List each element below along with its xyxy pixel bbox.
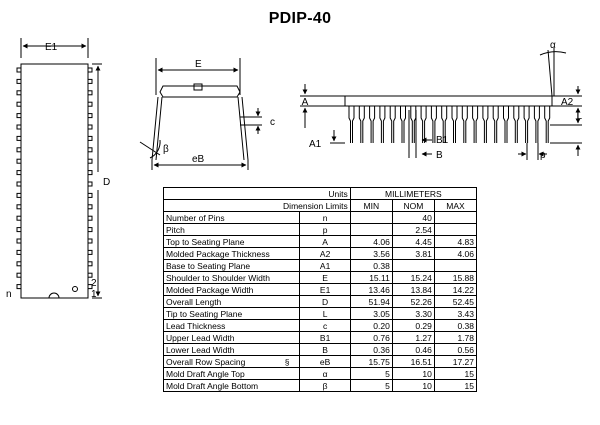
table-row	[164, 248, 477, 260]
table-header-limits	[164, 200, 477, 212]
row-label-text: Upper Lead Width	[166, 332, 235, 343]
cell-nom: 16.51	[392, 356, 434, 368]
pin-left	[17, 285, 21, 289]
row-label	[164, 344, 300, 356]
pin-right	[88, 228, 92, 232]
pin-left	[17, 159, 21, 163]
col-max: MAX	[434, 200, 476, 212]
pin-right	[88, 148, 92, 152]
cell-min: 15.75	[350, 356, 392, 368]
row-label-text: Tip to Seating Plane	[166, 308, 243, 319]
row-label-text: Molded Package Width	[166, 284, 254, 295]
label-beta: β	[163, 144, 169, 155]
cell-min: 3.56	[350, 248, 392, 260]
cell-nom: 10	[392, 380, 434, 392]
cell-nom: 0.46	[392, 344, 434, 356]
pin-left	[17, 216, 21, 220]
table-row	[164, 320, 477, 332]
table-row	[164, 296, 477, 308]
pin-left	[17, 273, 21, 277]
units-label: Units	[164, 188, 351, 200]
row-label	[164, 368, 300, 380]
cell-max: 52.45	[434, 296, 476, 308]
side-lead	[411, 106, 413, 143]
pin-left	[17, 136, 21, 140]
row-label-text: Molded Package Thickness	[166, 248, 270, 259]
row-label-text: Mold Draft Angle Top	[166, 368, 245, 379]
cell-min: 0.36	[350, 344, 392, 356]
cell-max: 17.27	[434, 356, 476, 368]
table-row	[164, 236, 477, 248]
side-lead	[401, 106, 403, 143]
cell-nom: 0.29	[392, 320, 434, 332]
side-lead	[517, 106, 519, 143]
side-lead	[394, 106, 396, 143]
row-symbol: eB	[300, 356, 350, 368]
side-lead	[404, 106, 406, 143]
label-L: L	[576, 111, 582, 122]
pin-right	[88, 262, 92, 266]
side-lead	[548, 106, 550, 143]
label-pin-2: 2	[91, 278, 97, 289]
row-symbol: α	[300, 368, 350, 380]
label-pin-n: n	[6, 289, 12, 300]
cell-nom: 2.54	[392, 224, 434, 236]
cell-min: 4.06	[350, 236, 392, 248]
cell-min	[350, 212, 392, 224]
row-symbol: A2	[300, 248, 350, 260]
side-lead	[349, 106, 351, 143]
side-lead	[452, 106, 454, 143]
cell-max: 15	[434, 368, 476, 380]
row-label-text: Overall Length	[166, 296, 222, 307]
dimension-limits-label: Dimension Limits	[164, 200, 351, 212]
cell-max: 3.43	[434, 308, 476, 320]
row-label-text: Lower Lead Width	[166, 344, 235, 355]
pin-right	[88, 273, 92, 277]
cell-max: 14.22	[434, 284, 476, 296]
side-lead	[483, 106, 485, 143]
row-label	[164, 236, 300, 248]
pin-right	[88, 125, 92, 129]
row-label-text: Lead Thickness	[166, 320, 226, 331]
side-lead	[373, 106, 375, 143]
pin-left	[17, 68, 21, 72]
cell-nom	[392, 260, 434, 272]
row-label	[164, 212, 300, 224]
label-pin-1: 1	[91, 289, 97, 300]
side-lead	[363, 106, 365, 143]
table-row	[164, 380, 477, 392]
row-label	[164, 332, 300, 344]
pin-left	[17, 193, 21, 197]
table-row	[164, 344, 477, 356]
pin-left	[17, 125, 21, 129]
table-row	[164, 356, 477, 368]
row-symbol: B1	[300, 332, 350, 344]
cell-min: 0.38	[350, 260, 392, 272]
page-title: PDIP-40	[268, 10, 332, 27]
row-label-text: Top to Seating Plane	[166, 236, 245, 247]
row-label	[164, 308, 300, 320]
cell-nom: 4.45	[392, 236, 434, 248]
side-lead	[421, 106, 423, 143]
table-row	[164, 284, 477, 296]
table-row	[164, 368, 477, 380]
side-lead	[390, 106, 392, 143]
table-row	[164, 224, 477, 236]
label-E1: E1	[45, 42, 58, 53]
table-row	[164, 272, 477, 284]
row-label-text: Pitch	[166, 224, 185, 235]
pin-left	[17, 228, 21, 232]
side-lead	[486, 106, 488, 143]
table-row	[164, 308, 477, 320]
side-lead	[545, 106, 547, 143]
row-symbol: β	[300, 380, 350, 392]
pin-right	[88, 239, 92, 243]
cell-max: 15	[434, 380, 476, 392]
col-nom: NOM	[392, 200, 434, 212]
row-symbol: A	[300, 236, 350, 248]
cell-max	[434, 224, 476, 236]
side-lead	[507, 106, 509, 143]
row-symbol: E	[300, 272, 350, 284]
side-lead	[462, 106, 464, 143]
side-lead	[497, 106, 499, 143]
row-symbol: c	[300, 320, 350, 332]
pin-left	[17, 171, 21, 175]
cell-max	[434, 260, 476, 272]
label-A2: A2	[561, 97, 574, 108]
dimensions-table	[163, 187, 477, 392]
cell-min: 5	[350, 368, 392, 380]
label-E: E	[195, 59, 202, 70]
cell-max	[434, 212, 476, 224]
section-mark: §	[284, 356, 290, 367]
cell-min: 5	[350, 380, 392, 392]
row-symbol: p	[300, 224, 350, 236]
row-label	[164, 296, 300, 308]
pin-left	[17, 205, 21, 209]
row-label	[164, 284, 300, 296]
side-lead	[473, 106, 475, 143]
cell-max: 1.78	[434, 332, 476, 344]
units-value: MILLIMETERS	[350, 188, 476, 200]
label-B: B	[436, 150, 443, 161]
side-lead	[493, 106, 495, 143]
cell-nom: 52.26	[392, 296, 434, 308]
row-symbol: n	[300, 212, 350, 224]
cell-nom: 15.24	[392, 272, 434, 284]
pin-left	[17, 79, 21, 83]
table-row	[164, 260, 477, 272]
row-symbol: L	[300, 308, 350, 320]
label-c: c	[270, 117, 275, 128]
cell-min: 3.05	[350, 308, 392, 320]
pin-right	[88, 182, 92, 186]
label-D: D	[103, 177, 111, 188]
cell-nom: 1.27	[392, 332, 434, 344]
cell-nom: 10	[392, 368, 434, 380]
pin-right	[88, 91, 92, 95]
cell-max: 4.06	[434, 248, 476, 260]
cell-min: 51.94	[350, 296, 392, 308]
pin-right	[88, 193, 92, 197]
pin-right	[88, 79, 92, 83]
pin-right	[88, 68, 92, 72]
side-lead	[431, 106, 433, 143]
side-lead	[524, 106, 526, 143]
cell-min	[350, 224, 392, 236]
cell-nom: 13.84	[392, 284, 434, 296]
cell-nom: 3.81	[392, 248, 434, 260]
cell-max: 15.88	[434, 272, 476, 284]
pin-right	[88, 102, 92, 106]
side-lead	[466, 106, 468, 143]
row-label-text: Base to Seating Plane	[166, 260, 251, 271]
col-min: MIN	[350, 200, 392, 212]
pin-left	[17, 91, 21, 95]
cell-nom: 3.30	[392, 308, 434, 320]
pin-left	[17, 262, 21, 266]
row-label	[164, 272, 300, 284]
row-label	[164, 320, 300, 332]
pin-right	[88, 114, 92, 118]
row-label	[164, 356, 300, 368]
cell-nom: 40	[392, 212, 434, 224]
side-lead	[534, 106, 536, 143]
pin-left	[17, 114, 21, 118]
pin-left	[17, 239, 21, 243]
side-lead	[514, 106, 516, 143]
row-label	[164, 248, 300, 260]
side-lead	[538, 106, 540, 143]
row-symbol: D	[300, 296, 350, 308]
pin-right	[88, 250, 92, 254]
row-symbol: B	[300, 344, 350, 356]
label-alpha: α	[550, 40, 556, 51]
cell-max: 0.56	[434, 344, 476, 356]
top-view	[17, 38, 102, 298]
row-label	[164, 260, 300, 272]
pin-right	[88, 171, 92, 175]
side-lead	[476, 106, 478, 143]
pin-left	[17, 250, 21, 254]
row-label-text: Number of Pins	[166, 212, 225, 223]
row-label-text: Overall Row Spacing	[166, 356, 246, 367]
pin-left	[17, 148, 21, 152]
cell-min: 15.11	[350, 272, 392, 284]
side-lead	[528, 106, 530, 143]
row-symbol: E1	[300, 284, 350, 296]
side-lead	[353, 106, 355, 143]
label-A1: A1	[309, 139, 322, 150]
cell-min: 0.76	[350, 332, 392, 344]
pin-right	[88, 205, 92, 209]
side-lead	[425, 106, 427, 143]
table-row	[164, 212, 477, 224]
cell-min: 13.46	[350, 284, 392, 296]
side-lead	[456, 106, 458, 143]
label-p: p	[540, 150, 546, 161]
side-lead	[504, 106, 506, 143]
cell-max: 4.83	[434, 236, 476, 248]
pin-left	[17, 102, 21, 106]
row-label	[164, 380, 300, 392]
table-header-units	[164, 188, 477, 200]
row-label-text: Shoulder to Shoulder Width	[166, 272, 270, 283]
pin-right	[88, 216, 92, 220]
label-eB: eB	[192, 154, 205, 165]
side-lead	[370, 106, 372, 143]
row-label	[164, 224, 300, 236]
row-symbol: A1	[300, 260, 350, 272]
table-row	[164, 332, 477, 344]
label-A: A	[301, 97, 309, 108]
label-B1: B1	[436, 135, 449, 146]
cell-max: 0.38	[434, 320, 476, 332]
cell-min: 0.20	[350, 320, 392, 332]
row-label-text: Mold Draft Angle Bottom	[166, 380, 259, 391]
side-lead	[383, 106, 385, 143]
side-lead	[380, 106, 382, 143]
pin-right	[88, 159, 92, 163]
side-lead	[359, 106, 361, 143]
pin-right	[88, 136, 92, 140]
pin-left	[17, 182, 21, 186]
